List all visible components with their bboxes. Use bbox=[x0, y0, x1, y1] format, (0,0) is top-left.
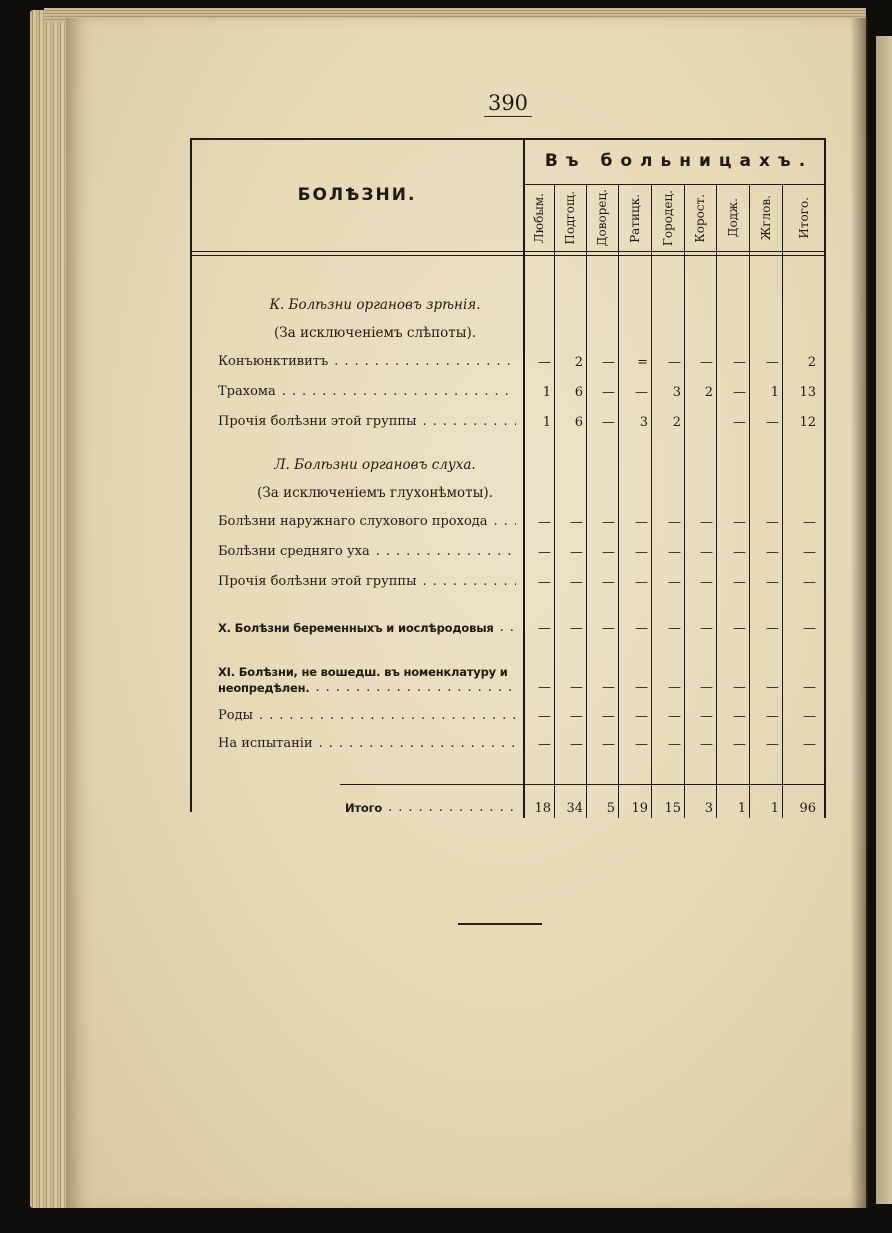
value-cell: — bbox=[538, 544, 551, 560]
total-row bbox=[190, 794, 826, 822]
value-cell: — bbox=[570, 680, 583, 695]
value-cell: 2 bbox=[807, 354, 816, 370]
value-cell: 34 bbox=[566, 800, 583, 816]
column-header-cell bbox=[716, 185, 749, 251]
value-cell: 12 bbox=[799, 414, 816, 430]
value-cell: — bbox=[602, 544, 615, 560]
label-text: Трахома bbox=[218, 384, 276, 399]
row-label bbox=[190, 383, 524, 401]
value-cell: — bbox=[733, 354, 746, 370]
row-label bbox=[190, 660, 524, 696]
value-cell: 1 bbox=[542, 414, 551, 430]
value-cell: 3 bbox=[672, 384, 681, 400]
value-cell: — bbox=[733, 384, 746, 400]
column-header: Жглов. bbox=[758, 195, 773, 241]
table-row bbox=[190, 567, 826, 597]
column-header-cell bbox=[782, 185, 826, 251]
value-cell: 1 bbox=[737, 800, 746, 816]
leader-dots bbox=[494, 513, 516, 531]
value-cell: — bbox=[668, 574, 681, 590]
label-line bbox=[218, 413, 516, 431]
column-header: Ратицк. bbox=[627, 193, 642, 243]
label-text: неопредѣлен. bbox=[218, 681, 310, 695]
value-cell: — bbox=[668, 680, 681, 695]
value-cell: — bbox=[766, 708, 779, 724]
value-cell: — bbox=[570, 544, 583, 560]
value-cell: — bbox=[803, 620, 816, 636]
value-cell: 13 bbox=[799, 384, 816, 400]
header-diseases: БОЛѢЗНИ. bbox=[297, 185, 417, 205]
table-row bbox=[190, 507, 826, 537]
group-note: (За исключеніемъ глухонѣмоты). bbox=[257, 485, 493, 501]
value-cell: — bbox=[635, 544, 648, 560]
label-text: Болѣзни наружнаго слухового прохода bbox=[218, 514, 488, 529]
value-cell: — bbox=[570, 736, 583, 752]
label-line bbox=[218, 573, 516, 591]
row-label bbox=[190, 800, 524, 816]
next-page-edge bbox=[876, 36, 892, 1204]
column-header: Додж. bbox=[725, 198, 740, 238]
value-cell: — bbox=[602, 574, 615, 590]
value-cell: — bbox=[602, 736, 615, 752]
value-cell: — bbox=[602, 514, 615, 530]
label-text: Итого bbox=[345, 801, 383, 815]
table-body bbox=[190, 255, 826, 758]
value-cell: 1 bbox=[770, 800, 779, 816]
value-cell: 2 bbox=[672, 414, 681, 430]
value-cell: — bbox=[538, 708, 551, 724]
leader-dots bbox=[500, 620, 516, 636]
value-cell: 2 bbox=[704, 384, 713, 400]
leader-dots bbox=[376, 543, 516, 561]
value-cell: 19 bbox=[631, 800, 648, 816]
label-line bbox=[345, 800, 516, 816]
value-cell: — bbox=[538, 354, 551, 370]
leader-dots bbox=[388, 800, 516, 816]
label-line bbox=[218, 353, 516, 371]
value-cell: — bbox=[700, 574, 713, 590]
value-cell: — bbox=[635, 574, 648, 590]
label-text: Прочія болѣзни этой группы bbox=[218, 574, 417, 589]
value-cell: 1 bbox=[542, 384, 551, 400]
label-text: XI. Болѣзни, не вошедш. въ номенклатуру и bbox=[218, 665, 508, 679]
value-cell: — bbox=[803, 514, 816, 530]
class-row bbox=[190, 614, 826, 642]
value-cell: — bbox=[733, 414, 746, 430]
value-cell: — bbox=[733, 514, 746, 530]
table-row bbox=[190, 407, 826, 437]
row-label bbox=[190, 353, 524, 371]
column-header: Корост. bbox=[693, 193, 707, 243]
label-text: Болѣзни средняго уха bbox=[218, 544, 370, 559]
label-line bbox=[218, 383, 516, 401]
leader-dots bbox=[316, 680, 516, 696]
label-text: X. Болѣзни беременныхъ и иослѣродовыя bbox=[218, 621, 494, 635]
table-row bbox=[190, 730, 826, 758]
value-cell: — bbox=[803, 544, 816, 560]
value-cell: — bbox=[700, 514, 713, 530]
value-cell: 6 bbox=[574, 384, 583, 400]
value-cell: — bbox=[766, 354, 779, 370]
value-cell: — bbox=[570, 620, 583, 636]
header-hospitals: Въ больницахъ. bbox=[544, 151, 814, 171]
closing-ornament-rule bbox=[458, 923, 542, 925]
value-cell: — bbox=[538, 736, 551, 752]
value-cell: — bbox=[733, 680, 746, 695]
value-cell: — bbox=[635, 680, 648, 695]
value-cell: — bbox=[602, 354, 615, 370]
label-line bbox=[218, 543, 516, 561]
value-cell: — bbox=[766, 544, 779, 560]
value-cell: — bbox=[668, 620, 681, 636]
leader-dots bbox=[422, 413, 516, 431]
value-cell: — bbox=[570, 708, 583, 724]
value-cell: — bbox=[700, 544, 713, 560]
leader-dots bbox=[319, 735, 516, 753]
value-cell: — bbox=[635, 736, 648, 752]
label-line bbox=[218, 620, 516, 636]
value-cell: 6 bbox=[574, 414, 583, 430]
group-note: (За исключеніемъ слѣпоты). bbox=[273, 325, 477, 341]
row-label bbox=[190, 735, 524, 753]
value-cell: 2 bbox=[574, 354, 583, 370]
value-cell: — bbox=[538, 574, 551, 590]
value-cell: — bbox=[700, 736, 713, 752]
group-heading: Л. Болѣзни органовъ слуха. bbox=[274, 457, 476, 473]
value-cell: — bbox=[700, 680, 713, 695]
disease-group bbox=[190, 451, 826, 597]
value-cell: — bbox=[602, 414, 615, 430]
value-cell: — bbox=[602, 620, 615, 636]
label-line bbox=[218, 707, 516, 725]
value-cell: — bbox=[803, 736, 816, 752]
table-row bbox=[190, 347, 826, 377]
value-cell: — bbox=[635, 384, 648, 400]
value-cell: 96 bbox=[799, 800, 816, 816]
row-label bbox=[190, 513, 524, 531]
value-cell: 18 bbox=[534, 800, 551, 816]
value-cell: — bbox=[803, 574, 816, 590]
row-label bbox=[190, 573, 524, 591]
value-cell: — bbox=[766, 620, 779, 636]
value-cell: — bbox=[635, 620, 648, 636]
column-header-cell bbox=[554, 185, 586, 251]
value-cell: — bbox=[766, 574, 779, 590]
value-cell: — bbox=[733, 708, 746, 724]
value-cell: — bbox=[668, 708, 681, 724]
value-cell: — bbox=[635, 514, 648, 530]
value-cell: — bbox=[538, 620, 551, 636]
column-header-cell bbox=[524, 185, 554, 251]
value-cell: — bbox=[733, 736, 746, 752]
total-rule bbox=[340, 784, 826, 785]
value-cell: — bbox=[602, 680, 615, 695]
group-heading: К. Болѣзни органовъ зрѣнія. bbox=[269, 297, 481, 313]
table-row bbox=[190, 537, 826, 567]
table-row bbox=[190, 702, 826, 730]
leader-dots bbox=[259, 707, 516, 725]
label-line bbox=[218, 680, 516, 696]
column-header-cell bbox=[651, 185, 684, 251]
value-cell: — bbox=[766, 680, 779, 695]
value-cell: — bbox=[538, 680, 551, 695]
disease-group bbox=[190, 255, 826, 437]
column-header: Городец. bbox=[660, 189, 675, 247]
value-cell: — bbox=[635, 708, 648, 724]
leader-dots bbox=[334, 353, 516, 371]
disease-table bbox=[190, 138, 826, 818]
value-cell: 1 bbox=[770, 384, 779, 400]
leader-dots bbox=[282, 383, 516, 401]
value-cell: — bbox=[766, 736, 779, 752]
value-cell: — bbox=[570, 574, 583, 590]
value-cell: — bbox=[602, 384, 615, 400]
column-header: Доворец. bbox=[595, 189, 609, 247]
value-cell: 3 bbox=[704, 800, 713, 816]
column-header-cell bbox=[684, 185, 716, 251]
value-cell: — bbox=[668, 544, 681, 560]
leader-dots bbox=[422, 573, 516, 591]
value-cell: — bbox=[668, 736, 681, 752]
value-cell: — bbox=[700, 620, 713, 636]
label-line bbox=[218, 735, 516, 753]
column-header: Итого. bbox=[797, 197, 811, 239]
value-cell: 15 bbox=[664, 800, 681, 816]
row-label bbox=[190, 413, 524, 431]
row-label bbox=[190, 543, 524, 561]
column-header-cell bbox=[749, 185, 782, 251]
column-header: Любым. bbox=[532, 192, 546, 244]
value-cell: 5 bbox=[606, 800, 615, 816]
value-cell: — bbox=[733, 544, 746, 560]
value-cell: — bbox=[803, 708, 816, 724]
page-number: 390 bbox=[484, 90, 532, 117]
value-cell: — bbox=[733, 574, 746, 590]
page-fold-shadow bbox=[850, 18, 868, 1208]
column-headers bbox=[524, 185, 826, 251]
value-cell: — bbox=[733, 620, 746, 636]
value-cell: — bbox=[570, 514, 583, 530]
label-line bbox=[218, 664, 516, 680]
label-text: Конъюнктивитъ bbox=[218, 354, 329, 369]
value-cell: — bbox=[766, 414, 779, 430]
value-cell: — bbox=[700, 708, 713, 724]
value-cell: = bbox=[637, 354, 648, 370]
class-row bbox=[190, 660, 826, 700]
value-cell: — bbox=[538, 514, 551, 530]
row-label bbox=[190, 620, 524, 636]
row-label bbox=[190, 707, 524, 725]
column-header-cell bbox=[586, 185, 618, 251]
label-text: Роды bbox=[218, 708, 253, 723]
label-text: На испытаніи bbox=[218, 736, 313, 751]
value-cell: — bbox=[766, 514, 779, 530]
value-cell: 3 bbox=[639, 414, 648, 430]
table-row bbox=[190, 377, 826, 407]
column-header: Подгощ. bbox=[563, 191, 577, 245]
label-text: Прочія болѣзни этой группы bbox=[218, 414, 417, 429]
value-cell: — bbox=[668, 354, 681, 370]
column-header-cell bbox=[618, 185, 651, 251]
value-cell: — bbox=[602, 708, 615, 724]
label-line bbox=[218, 513, 516, 531]
value-cell: — bbox=[668, 514, 681, 530]
value-cell: — bbox=[803, 680, 816, 695]
value-cell: — bbox=[700, 354, 713, 370]
